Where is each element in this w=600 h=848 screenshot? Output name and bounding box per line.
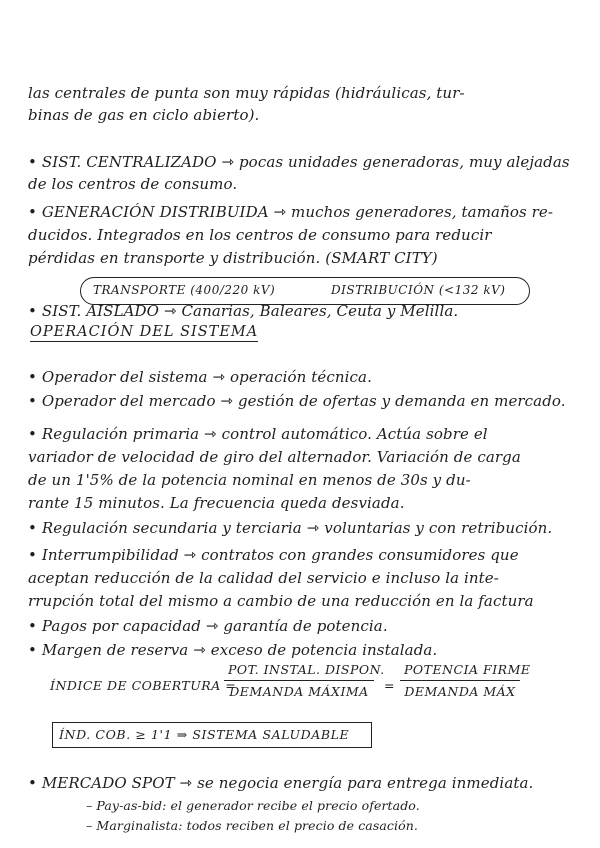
fraction-bar <box>400 680 520 681</box>
text-line: • GENERACIÓN DISTRIBUIDA ⇾ muchos generadores, tamaños re- <box>28 203 554 221</box>
formula-label: ÍNDICE DE COBERTURA = <box>50 678 237 693</box>
text-line: • Regulación secundaria y terciaria ⇾ voluntarias y con retribución. <box>28 519 553 537</box>
text-line: • SIST. CENTRALIZADO ⇾ pocas unidades generadoras, muy alejadas <box>28 153 570 171</box>
text-line: rrupción total del mismo a cambio de una reducción en la factura <box>28 592 534 610</box>
fraction-numerator: POTENCIA FIRME <box>404 662 531 677</box>
text-line: de un 1'5% de la potencia nominal en menos de 30s y du- <box>28 471 471 489</box>
text-line: variador de velocidad de giro del alternador. Variación de carga <box>28 448 521 466</box>
equals-sign: = <box>384 678 395 693</box>
text-line: • SIST. AISLADO ⇾ Canarias, Baleares, Ceuta y Melilla. <box>28 302 459 320</box>
voltage-levels-oval <box>80 277 530 305</box>
text-line: de los centros de consumo. <box>28 175 238 193</box>
fraction-denominator: DEMANDA MÁXIMA <box>229 684 369 699</box>
text-line: • Operador del sistema ⇾ operación técnica. <box>28 368 372 386</box>
coverage-index-formula <box>50 660 570 710</box>
fraction-1 <box>224 662 385 699</box>
fraction-denominator: DEMANDA MÁX <box>404 684 516 699</box>
text-line: las centrales de punta son muy rápidas (hidráulicas, tur- <box>28 84 465 102</box>
fraction-2 <box>400 662 531 699</box>
fraction-numerator: POT. INSTAL. DISPON. <box>228 662 385 677</box>
text-line: • Margen de reserva ⇾ exceso de potencia instalada. <box>28 641 438 659</box>
text-line: • Interrumpibilidad ⇾ contratos con grandes consumidores que <box>28 546 519 564</box>
transporte-label: TRANSPORTE (400/220 kV) <box>93 283 276 297</box>
section-heading: OPERACIÓN DEL SISTEMA <box>30 324 259 340</box>
text-line: pérdidas en transporte y distribución. (SMART CITY) <box>28 249 438 267</box>
text-line: • Operador del mercado ⇾ gestión de ofertas y demanda en mercado. <box>28 392 566 410</box>
text-line: ducidos. Integrados en los centros de consumo para reducir <box>28 226 492 244</box>
text-line: aceptan reducción de la calidad del servicio e incluso la inte- <box>28 569 499 587</box>
text-line: – Pay-as-bid: el generador recibe el precio ofertado. <box>86 798 420 813</box>
text-line: • MERCADO SPOT ⇾ se negocia energía para entrega inmediata. <box>28 774 534 792</box>
healthy-system-box: ÍND. COB. ≥ 1'1 ⇒ SISTEMA SALUDABLE <box>52 722 372 748</box>
fraction-bar <box>224 680 374 681</box>
text-line: • Regulación primaria ⇾ control automático. Actúa sobre el <box>28 425 488 443</box>
distribucion-label: DISTRIBUCIÓN (<132 kV) <box>331 283 506 297</box>
text-line: – Marginalista: todos reciben el precio de casación. <box>86 818 418 833</box>
text-line: rante 15 minutos. La frecuencia queda desviada. <box>28 494 405 512</box>
text-line: • Pagos por capacidad ⇾ garantía de potencia. <box>28 617 388 635</box>
text-line: binas de gas en ciclo abierto). <box>28 106 260 124</box>
